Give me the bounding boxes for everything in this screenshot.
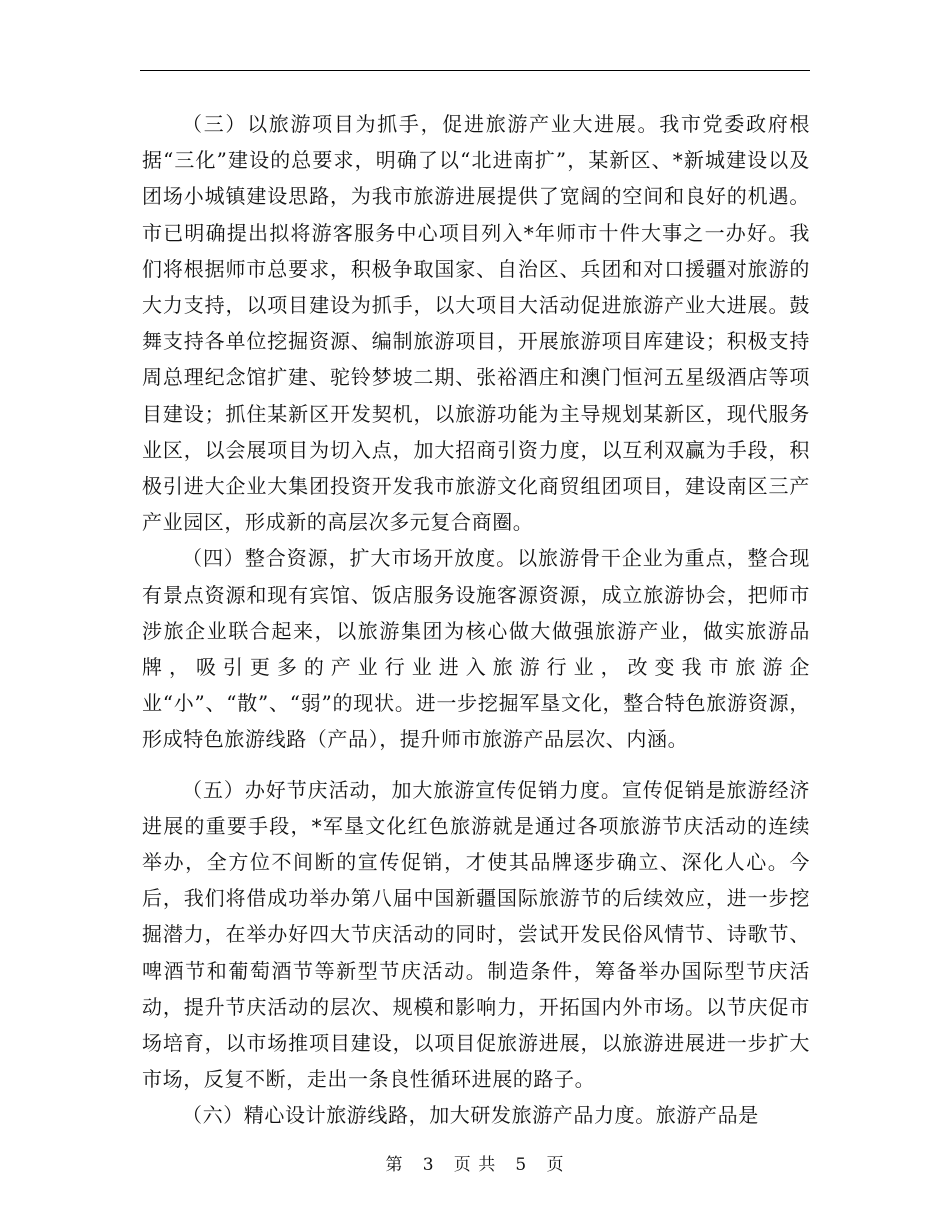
- paragraph-3: （三）以旅游项目为抓手，促进旅游产业大进展。我市党委政府根据“三化”建设的总要求，明确了以“北进南扩”，某新区、*新城建设以及团场小城镇建设思路，为我市旅游进展提供了宽阔的空间和良好的机遇。市已明确提出拟将游客服务中心项目列入*年师市十件大事之一办好。我们将根据师市总要求，积极争取国家、自治区、兵团和对口援疆对旅游的大力支持，以项目建设为抓手，以大项目大活动促进旅游产业大进展。鼓舞支持各单位挖掘资源、编制旅游项目，开展旅游项目库建设；积极支持周总理纪念馆扩建、驼铃梦坡二期、张裕酒庄和澳门恒河五星级酒店等项目建设；抓住某新区开发契机，以旅游功能为主导规划某新区，现代服务业区，以会展项目为切入点，加大招商引资力度，以互利双赢为手段，积极引进大企业大集团投资开发我市旅游文化商贸组团项目，建设南区三产产业园区，形成新的高层次多元复合商圈。: [142, 112, 810, 535]
- paragraph-4: （四）整合资源，扩大市场开放度。以旅游骨干企业为重点，整合现有景点资源和现有宾馆、饭店服务设施客源资源，成立旅游协会，把师市涉旅企业联合起来，以旅游集团为核心做大做强旅游产业，做实旅游品牌，吸引更多的产业行业进入旅游行业，改变我市旅游企业“小”、“散”、“弱”的现状。进一步挖掘军垦文化，整合特色旅游资源，形成特色旅游线路（产品），提升师市旅游产品层次、内涵。: [142, 546, 810, 752]
- footer-suffix: 页: [546, 1155, 565, 1175]
- page-footer: [0, 1150, 950, 1175]
- header-rule: [140, 70, 810, 71]
- footer-middle: 页 共: [453, 1155, 497, 1175]
- document-body: [142, 106, 810, 1134]
- paragraph-5: （五）办好节庆活动，加大旅游宣传促销力度。宣传促销是旅游经济进展的重要手段，*军垦文化红色旅游就是通过各项旅游节庆活动的连续举办，全方位不间断的宣传促销，才使其品牌逐步确立、深化人心。今后，我们将借成功举办第八届中国新疆国际旅游节的后续效应，进一步挖掘潜力，在举办好四大节庆活动的同时，尝试开发民俗风情节、诗歌节、啤酒节和葡萄酒节等新型节庆活动。制造条件，筹备举办国际型节庆活动，提升节庆活动的层次、规模和影响力，开拓国内外市场。以节庆促市场培育，以市场推项目建设，以项目促旅游进展，以旅游进展进一步扩大市场，反复不断，走出一条良性循环进展的路子。: [142, 777, 810, 1092]
- footer-page-number: 3: [422, 1155, 435, 1175]
- paragraph-6: （六）精心设计旅游线路，加大研发旅游产品力度。旅游产品是: [182, 1103, 759, 1128]
- footer-total-pages: 5: [515, 1155, 528, 1175]
- footer-prefix: 第: [385, 1155, 404, 1175]
